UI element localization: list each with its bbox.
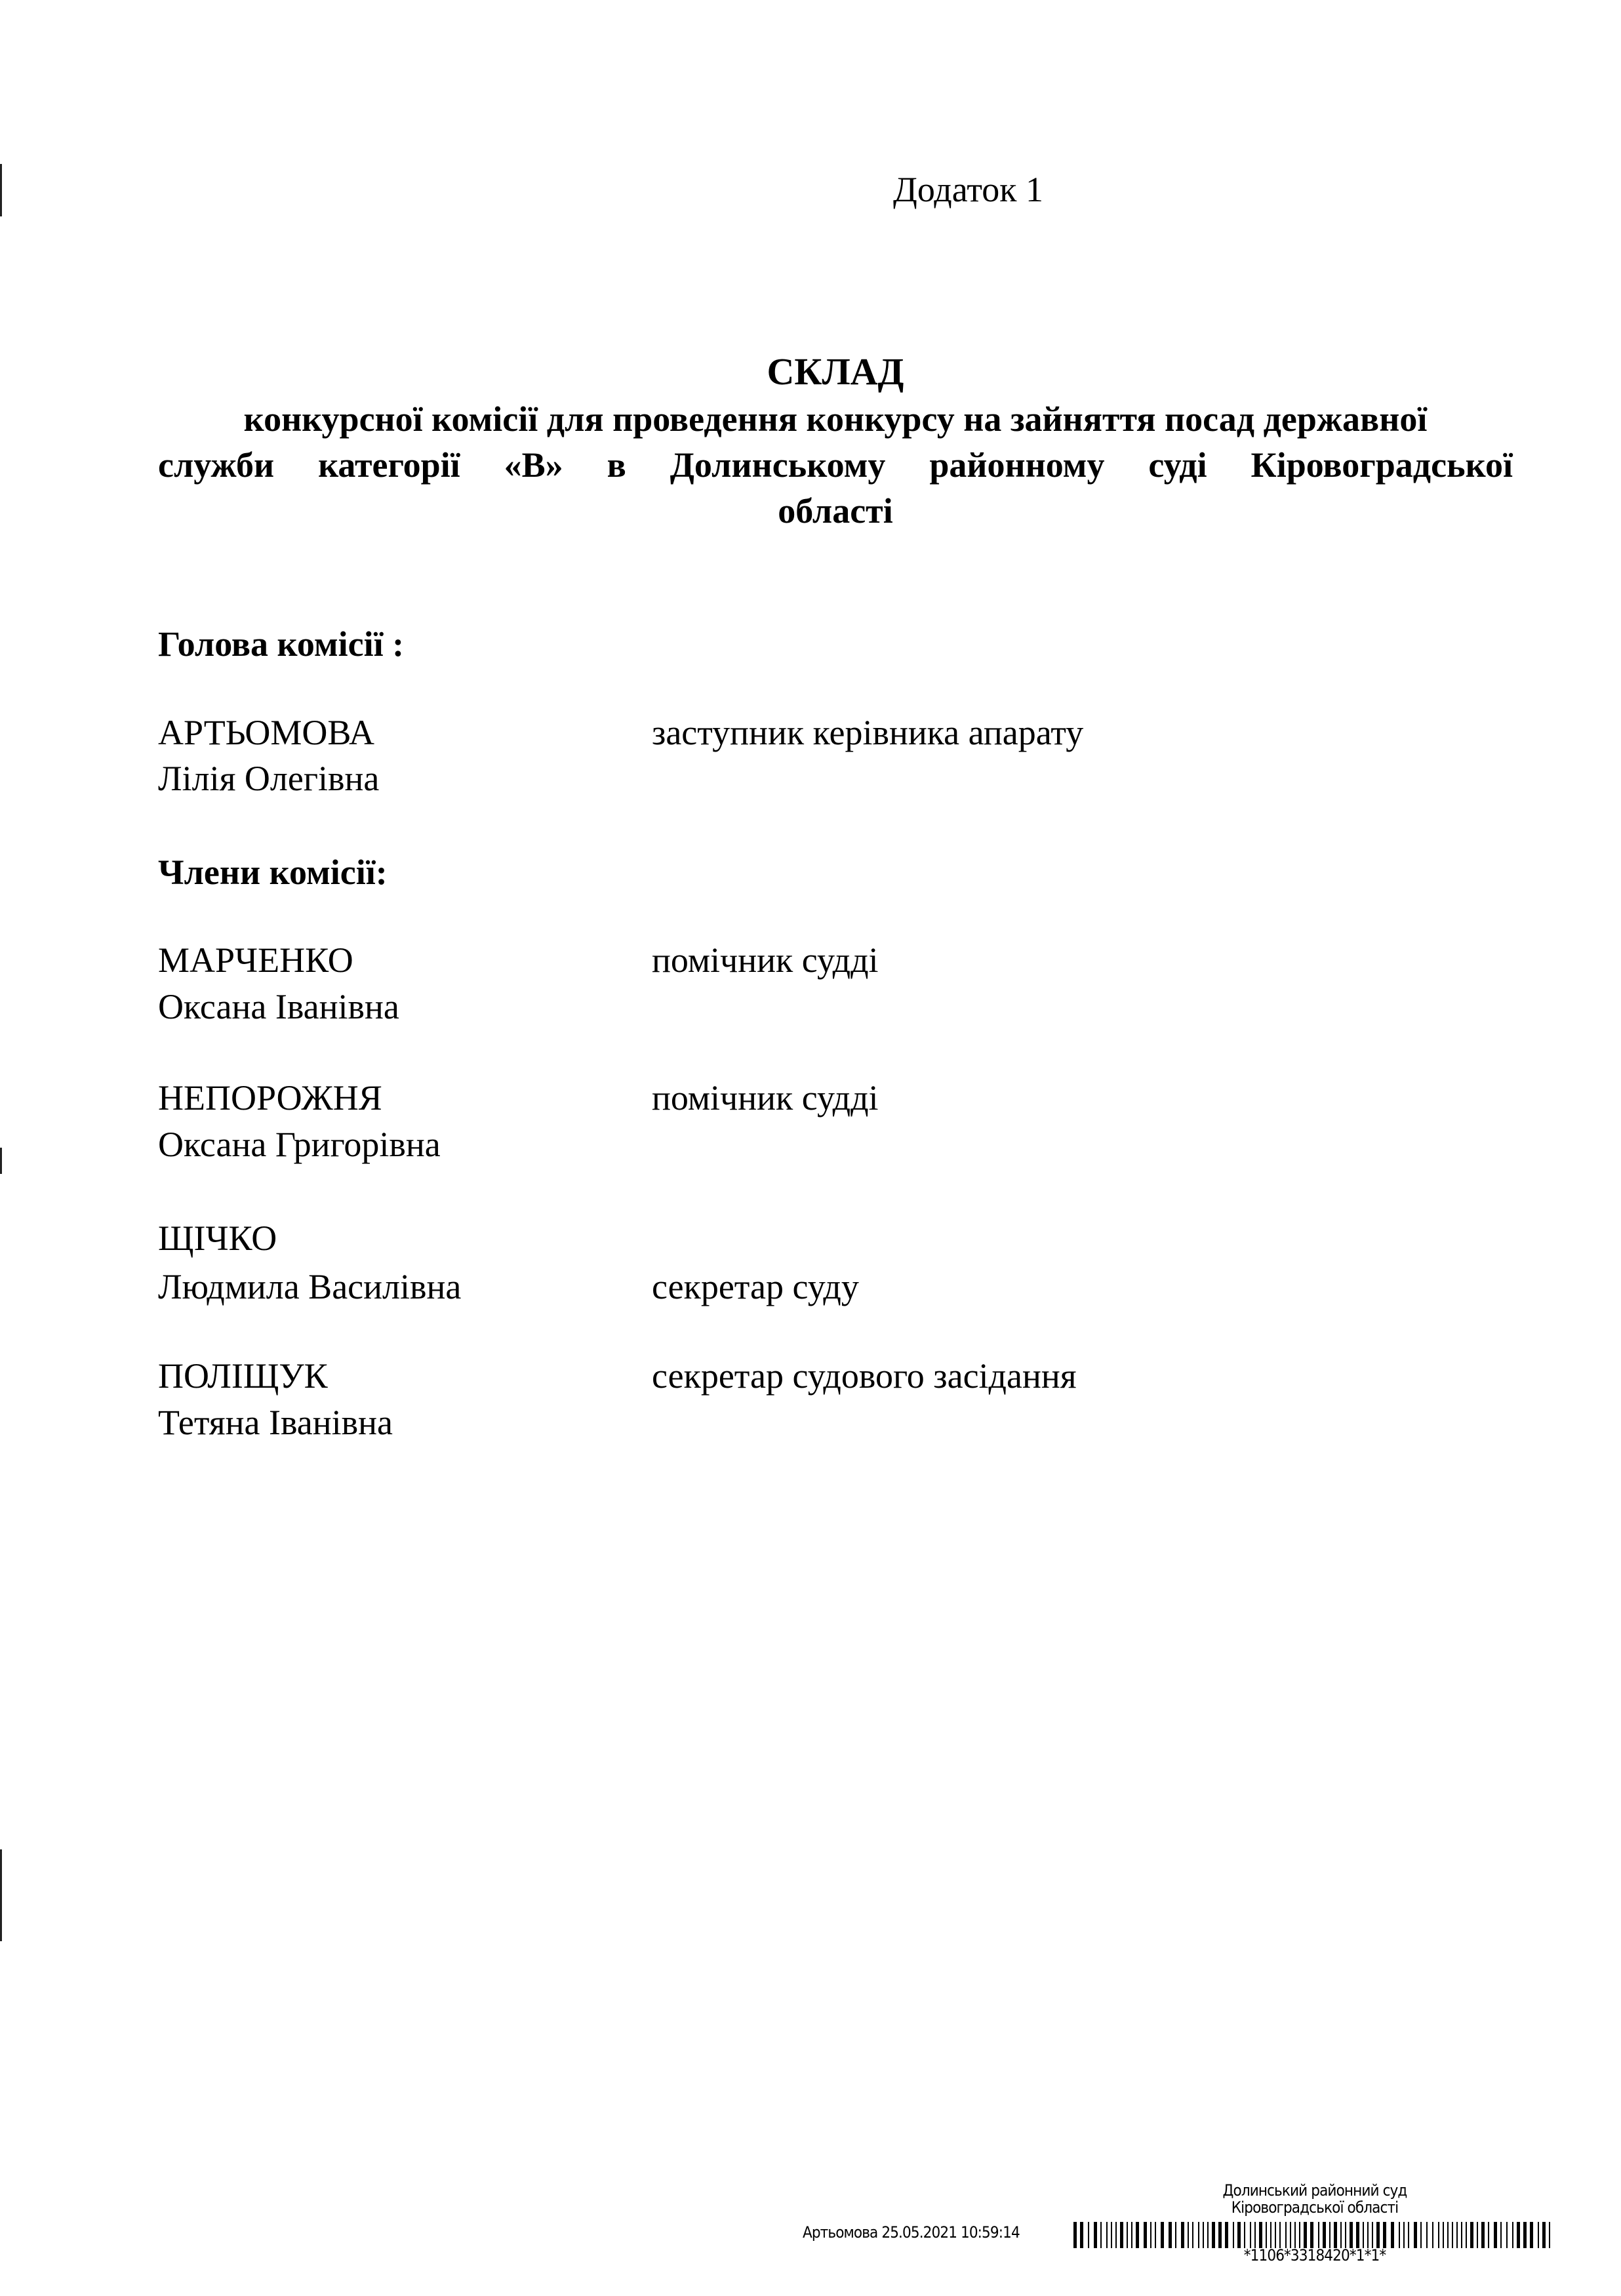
barcode-bar [1285,2222,1287,2248]
barcode-bar [1188,2222,1189,2248]
barcode-bar [1470,2222,1473,2248]
barcode-bar [1329,2222,1331,2248]
barcode-bar [1203,2222,1204,2248]
member-position: секретар суду [652,1267,859,1306]
barcode-bar [1538,2222,1539,2248]
chair-heading: Голова комісії : [158,624,405,664]
barcode-bar [1340,2222,1342,2248]
barcode-bar [1323,2222,1326,2248]
barcode-bar [1318,2222,1319,2248]
stamp-signer: Артьомова 25.05.2021 10:59:14 [803,2223,1020,2242]
barcode-bar [1447,2222,1449,2248]
barcode-bar [1207,2222,1209,2248]
barcode-bar [1372,2222,1373,2248]
barcode-bar [1192,2222,1193,2248]
barcode-bar [1461,2222,1462,2248]
barcode-bar [1218,2222,1222,2248]
barcode-bar [1443,2222,1444,2248]
chair-name: Лілія Олегівна [158,759,380,798]
member-surname: МАРЧЕНКО [158,940,353,980]
barcode-bar [1356,2222,1359,2248]
barcode-bar [1279,2222,1281,2248]
members-heading: Члени комісії: [158,853,388,892]
barcode-bar [1169,2222,1172,2248]
member-position: помічник судді [652,940,879,980]
barcode-bar [1270,2222,1271,2248]
barcode-bar [1237,2222,1241,2248]
scan-edge-mark [0,164,2,216]
barcode-bar [1161,2222,1164,2248]
barcode-bar [1127,2222,1128,2248]
barcode-bar [1136,2222,1139,2248]
barcode-bar [1420,2222,1422,2248]
barcode-bar [1212,2222,1215,2248]
barcode-bar [1500,2222,1502,2248]
barcode-bar [1080,2222,1083,2248]
barcode-bar [1432,2222,1433,2248]
member-name: Оксана Іванівна [158,987,399,1026]
barcode-bar [1334,2222,1337,2248]
barcode-bar [1542,2222,1546,2248]
barcode-bar [1383,2222,1386,2248]
barcode-bar [1363,2222,1364,2248]
barcode-bar [1466,2222,1467,2248]
barcode-bar [1259,2222,1262,2248]
member-surname: ПОЛІЩУК [158,1356,328,1396]
barcode-bar [1399,2222,1400,2248]
barcode-bar [1275,2222,1276,2248]
barcode-bar [1438,2222,1439,2248]
barcode-bar [1517,2222,1520,2248]
barcode-bar [1304,2222,1307,2248]
barcode-bar [1106,2222,1108,2248]
barcode-bar [1111,2222,1112,2248]
barcode-bar [1144,2222,1147,2248]
barcode-bar [1488,2222,1489,2248]
chair-position: заступник керівника апарату [652,713,1084,752]
member-surname: НЕПОРОЖНЯ [158,1078,382,1118]
barcode-bar [1244,2222,1245,2248]
title-line-2: служби категорії «В» в Долинському районному суді Кіровоградської [158,445,1513,485]
barcode-bar [1408,2222,1409,2248]
barcode-bar [1456,2222,1458,2248]
barcode-bar [1345,2222,1346,2248]
barcode-bar [1350,2222,1353,2248]
barcode-bar [1391,2222,1394,2248]
barcode-bar [1150,2222,1151,2248]
barcode-bar [1175,2222,1176,2248]
stamp-region: Кіровоградської області [1231,2198,1399,2217]
barcode-bar [1233,2222,1234,2248]
barcode-bar [1452,2222,1453,2248]
barcode-bar [1131,2222,1132,2248]
barcode-bar [1254,2222,1256,2248]
document-heading: СКЛАД [767,350,904,393]
member-position: помічник судді [652,1078,879,1118]
barcode-bar [1481,2222,1485,2248]
title-line-3: області [778,491,893,531]
stamp-court: Долинський районний суд [1222,2181,1407,2200]
scan-edge-mark [0,1849,2,1941]
barcode-bar [1530,2222,1533,2248]
barcode [1073,2222,1552,2248]
scan-edge-mark [0,1148,2,1174]
barcode-bar [1426,2222,1428,2248]
barcode-bar [1115,2222,1117,2248]
barcode-bar [1403,2222,1405,2248]
barcode-bar [1299,2222,1300,2248]
barcode-bar [1198,2222,1199,2248]
barcode-bar [1376,2222,1380,2248]
barcode-bar [1155,2222,1156,2248]
title-line-1: конкурсної комісії для проведення конкурсу на зайняття посад державної [243,399,1428,439]
barcode-bar [1310,2222,1313,2248]
member-name: Тетяна Іванівна [158,1403,393,1442]
member-position: секретар судового засідання [652,1356,1077,1396]
member-name: Людмила Василівна [158,1267,462,1306]
barcode-bar [1414,2222,1417,2248]
barcode-bar [1100,2222,1102,2248]
member-surname: ЩІЧКО [158,1218,277,1258]
member-name: Оксана Григорівна [158,1125,441,1164]
barcode-bar [1290,2222,1291,2248]
barcode-bar [1477,2222,1478,2248]
barcode-bar [1094,2222,1097,2248]
barcode-bar [1120,2222,1123,2248]
barcode-bar [1494,2222,1497,2248]
annex-label: Додаток 1 [893,170,1043,209]
barcode-bar [1250,2222,1251,2248]
barcode-bar [1225,2222,1228,2248]
barcode-bar [1266,2222,1267,2248]
chair-surname: АРТЬОМОВА [158,713,374,752]
stamp-code: *1106*3318420*1*1* [1243,2246,1386,2265]
barcode-bar [1073,2222,1077,2248]
barcode-bar [1181,2222,1184,2248]
barcode-bar [1367,2222,1369,2248]
barcode-bar [1512,2222,1513,2248]
barcode-bar [1506,2222,1508,2248]
barcode-bar [1088,2222,1089,2248]
barcode-bar [1549,2222,1550,2248]
barcode-bar [1523,2222,1527,2248]
barcode-bar [1294,2222,1296,2248]
